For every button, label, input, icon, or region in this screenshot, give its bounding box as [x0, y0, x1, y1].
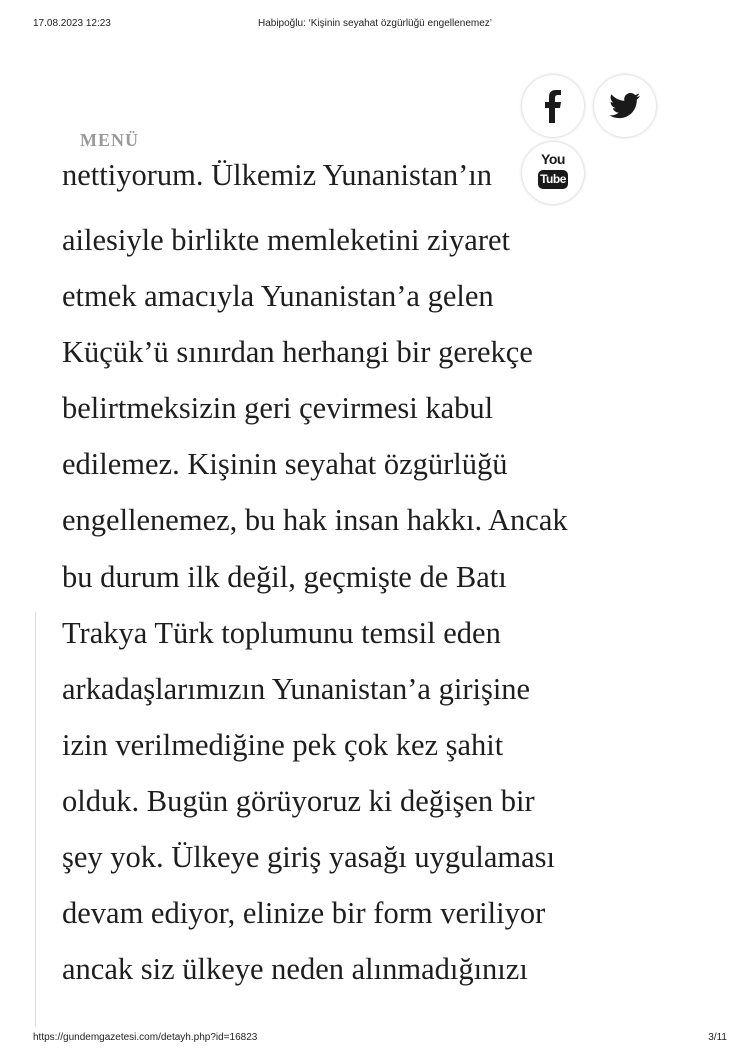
quote-divider: [35, 612, 36, 1027]
twitter-button[interactable]: [594, 75, 656, 137]
article-line: arkadaşlarımızın Yunanistan’a girişine: [62, 672, 531, 706]
article-line: ancak siz ülkeye neden alınmadığınızı: [62, 952, 528, 986]
article-line: devam ediyor, elinize bir form veriliyor: [62, 896, 546, 930]
article-line: bu durum ilk değil, geçmişte de Batı: [62, 560, 507, 594]
article-line: Küçük’ü sınırdan herhangi bir gerekçe: [62, 335, 533, 369]
article-line: izin verilmediğine pek çok kez şahit: [62, 728, 504, 762]
print-page-title: Habipoğlu: ‘Kişinin seyahat özgürlüğü engellenemez’: [257, 18, 493, 29]
article-line: ailesiyle birlikte memleketini ziyaret: [62, 223, 511, 257]
twitter-icon: [594, 75, 656, 137]
print-page-number: 3/11: [708, 1032, 727, 1043]
article-line: nettiyorum. Ülkemiz Yunanistan’ın: [62, 158, 493, 192]
article-line: etmek amacıyla Yunanistan’a gelen: [62, 279, 494, 313]
article-line: Trakya Türk toplumunu temsil eden: [62, 616, 501, 650]
article-line: belirtmeksizin geri çevirmesi kabul: [62, 391, 494, 425]
print-url: https://gundemgazetesi.com/detayh.php?id=16823: [33, 1032, 258, 1043]
youtube-icon-text: You: [541, 151, 565, 167]
facebook-icon: [522, 75, 584, 137]
youtube-icon: Tube: [538, 170, 568, 189]
article-line: şey yok. Ülkeye giriş yasağı uygulaması: [62, 840, 555, 874]
facebook-button[interactable]: [522, 75, 584, 137]
article-line: edilemez. Kişinin seyahat özgürlüğü: [62, 447, 508, 481]
article-line: engellenemez, bu hak insan hakkı. Ancak: [62, 503, 568, 537]
print-datetime: 17.08.2023 12:23: [33, 18, 111, 29]
article-line: olduk. Bugün görüyoruz ki değişen bir: [62, 784, 535, 818]
menu-button[interactable]: MENÜ: [80, 130, 139, 150]
youtube-button[interactable]: [522, 142, 584, 204]
